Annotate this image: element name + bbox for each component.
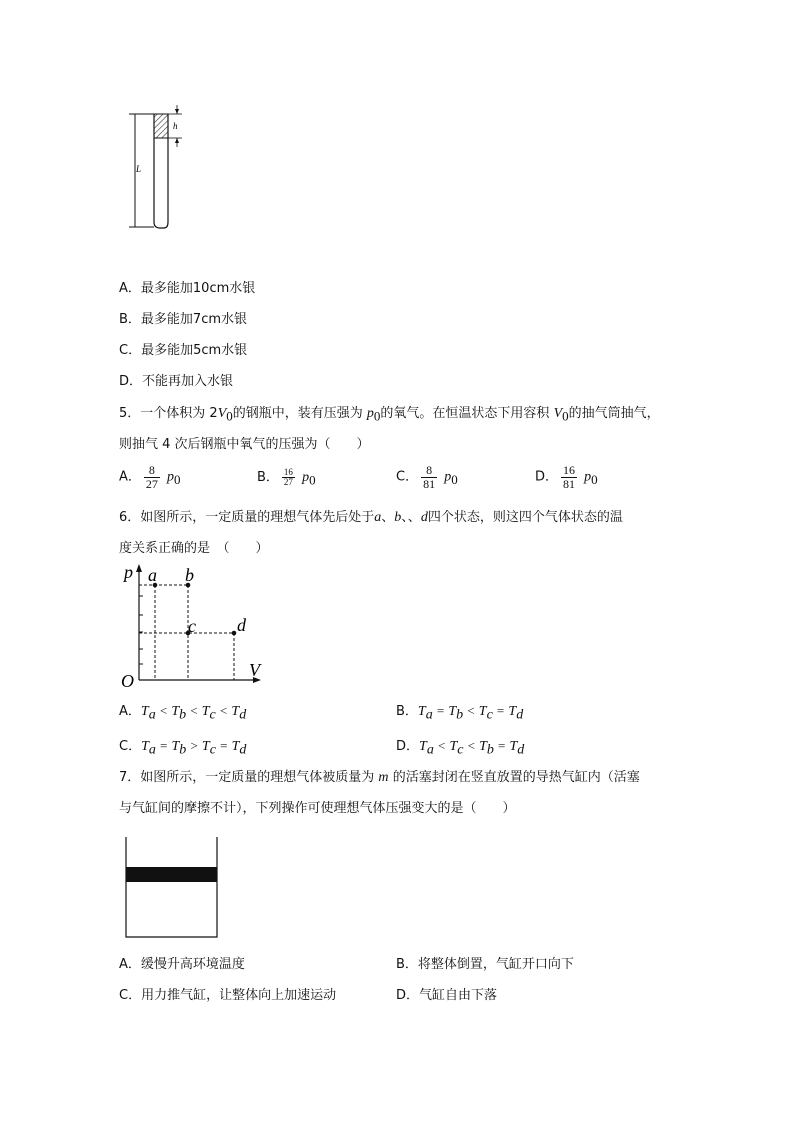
- q6-question-line2: 度关系正确的是 （ ）: [119, 541, 269, 556]
- label-b: b: [185, 565, 194, 585]
- q4-option-c: C．最多能加5cm水银: [119, 343, 248, 358]
- q4-option-a: A．最多能加10cm水银: [119, 281, 256, 296]
- q7-question-line1: 7．如图所示，一定质量的理想气体被质量为 m 的活塞封闭在竖直放置的导热气缸内（活塞: [119, 770, 640, 785]
- cylinder-figure: [120, 835, 224, 941]
- q5-option-c: C． $\frac{8}{81}$ $p_0$: [396, 463, 458, 491]
- axis-label-v: V: [249, 660, 260, 680]
- q7-option-a: A．缓慢升高环境温度: [119, 957, 245, 972]
- q5-option-a: A． $\frac{8}{27}$ $p_0$: [119, 463, 181, 491]
- pv-diagram: [115, 560, 275, 690]
- q7-option-b: B．将整体倒置，气缸开口向下: [396, 957, 574, 972]
- height-label: h: [173, 121, 178, 131]
- axis-label-p: p: [124, 562, 133, 582]
- length-label: L: [136, 164, 142, 174]
- q7-question-line2: 与气缸间的摩擦不计），下列操作可使理想气体压强变大的是（ ）: [119, 801, 516, 816]
- q4-option-b: B．最多能加7cm水银: [119, 312, 248, 327]
- q6-option-b: B．$T_a = T_b < T_c = T_d$: [396, 703, 524, 723]
- origin-label: O: [121, 671, 134, 690]
- q6-option-d: D．$T_a < T_c < T_b = T_d$: [396, 738, 525, 758]
- q7-option-d: D．气缸自由下落: [396, 988, 498, 1003]
- label-d: d: [237, 615, 246, 635]
- q7-option-c: C．用力推气缸，让整体向上加速运动: [119, 988, 337, 1003]
- q5-question-line1: 5．一个体积为 $2V_0$的钢瓶中，装有压强为 $p_0$的氧气。在恒温状态下用容积 $V_0$的抽气筒抽气，: [119, 406, 660, 424]
- q5-question-line2: 则抽气 4 次后钢瓶中氧气的压强为（ ）: [119, 437, 370, 452]
- piston: [126, 867, 217, 882]
- q4-option-d: D．不能再加入水银: [119, 374, 234, 389]
- q6-option-c: C．$T_a = T_b > T_c = T_d$: [119, 738, 247, 758]
- q5-option-b: B． $\frac{16}{27}$ $p_0$: [257, 466, 316, 488]
- q6-option-a: A．$T_a < T_b < T_c < T_d$: [119, 703, 247, 723]
- q5-option-d: D． $\frac{16}{81}$ $p_0$: [535, 463, 598, 491]
- label-c: c: [188, 616, 196, 636]
- label-a: a: [148, 565, 157, 585]
- state-point-d: [232, 631, 237, 636]
- cylinder-wall: [126, 837, 217, 937]
- q6-question-line1: 6．如图所示，一定质量的理想气体先后处于a、b、、d四个状态，则这四个气体状态的温: [119, 510, 623, 525]
- tube-figure: [120, 100, 200, 235]
- mercury-column: [154, 114, 168, 138]
